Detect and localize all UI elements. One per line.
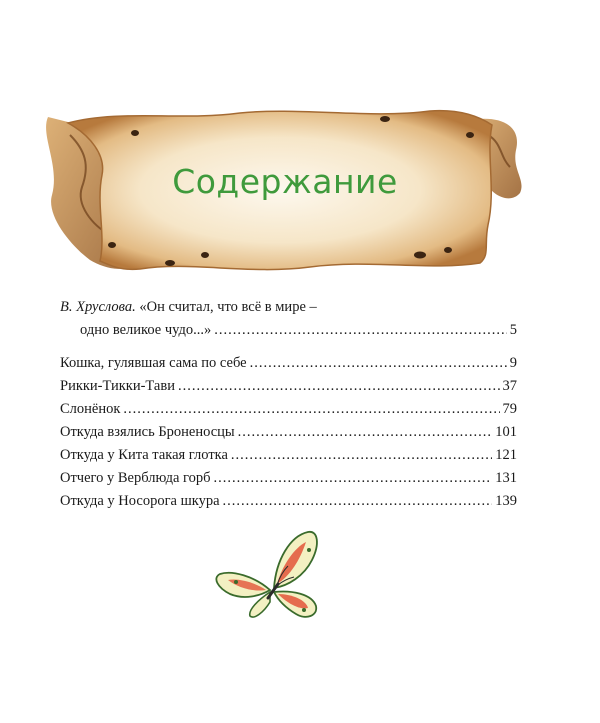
- toc-entry-title: Рикки-Тикки-Тави: [60, 378, 175, 394]
- toc-entry[interactable]: [60, 444, 517, 467]
- toc-entry-page: 79: [502, 401, 517, 417]
- dot-leader: [223, 490, 493, 513]
- page-title: Содержание: [172, 162, 398, 201]
- toc-entry[interactable]: [60, 490, 517, 513]
- toc-entry-page: 121: [495, 447, 517, 463]
- toc-entry[interactable]: [60, 398, 517, 421]
- toc-entry-page: 9: [509, 355, 517, 371]
- table-of-contents: [60, 296, 517, 513]
- toc-entry[interactable]: [60, 467, 517, 490]
- dot-leader: [123, 398, 499, 421]
- toc-entry[interactable]: [60, 375, 517, 398]
- toc-entry-page: 37: [502, 378, 517, 394]
- toc-intro-line-2[interactable]: [60, 319, 517, 342]
- toc-intro-page: 5: [509, 322, 517, 338]
- dot-leader: [214, 319, 507, 342]
- toc-intro-author: В. Хрусл​ова.: [60, 299, 136, 315]
- toc-entry[interactable]: [60, 421, 517, 444]
- dot-leader: [231, 444, 492, 467]
- toc-entry-title: Откуда у Кита такая глотка: [60, 447, 228, 463]
- parchment-banner: [40, 95, 530, 280]
- toc-entry-title: Откуда взялись Броненосцы: [60, 424, 235, 440]
- toc-intro-title-part-2: одно великое чудо...»: [80, 322, 212, 338]
- dot-leader: [178, 375, 500, 398]
- toc-entry[interactable]: [60, 352, 517, 375]
- toc-intro-line-1: [60, 296, 517, 319]
- dot-leader: [238, 421, 493, 444]
- toc-entry-title: Кошка, гулявшая сама по себе: [60, 355, 247, 371]
- toc-entry-title: Слонёнок: [60, 401, 121, 417]
- butterfly-icon: [214, 530, 326, 627]
- toc-entry-title: Отчего у Верблюда горб: [60, 470, 211, 486]
- toc-entry-page: 131: [495, 470, 517, 486]
- toc-entry-title: Откуда у Носорога шкура: [60, 493, 220, 509]
- dot-leader: [250, 352, 507, 375]
- toc-entry-page: 101: [495, 424, 517, 440]
- toc-entry-page: 139: [495, 493, 517, 509]
- dot-leader: [213, 467, 492, 490]
- toc-intro-title-part-1: «Он считал, что всё в мире –: [139, 299, 317, 315]
